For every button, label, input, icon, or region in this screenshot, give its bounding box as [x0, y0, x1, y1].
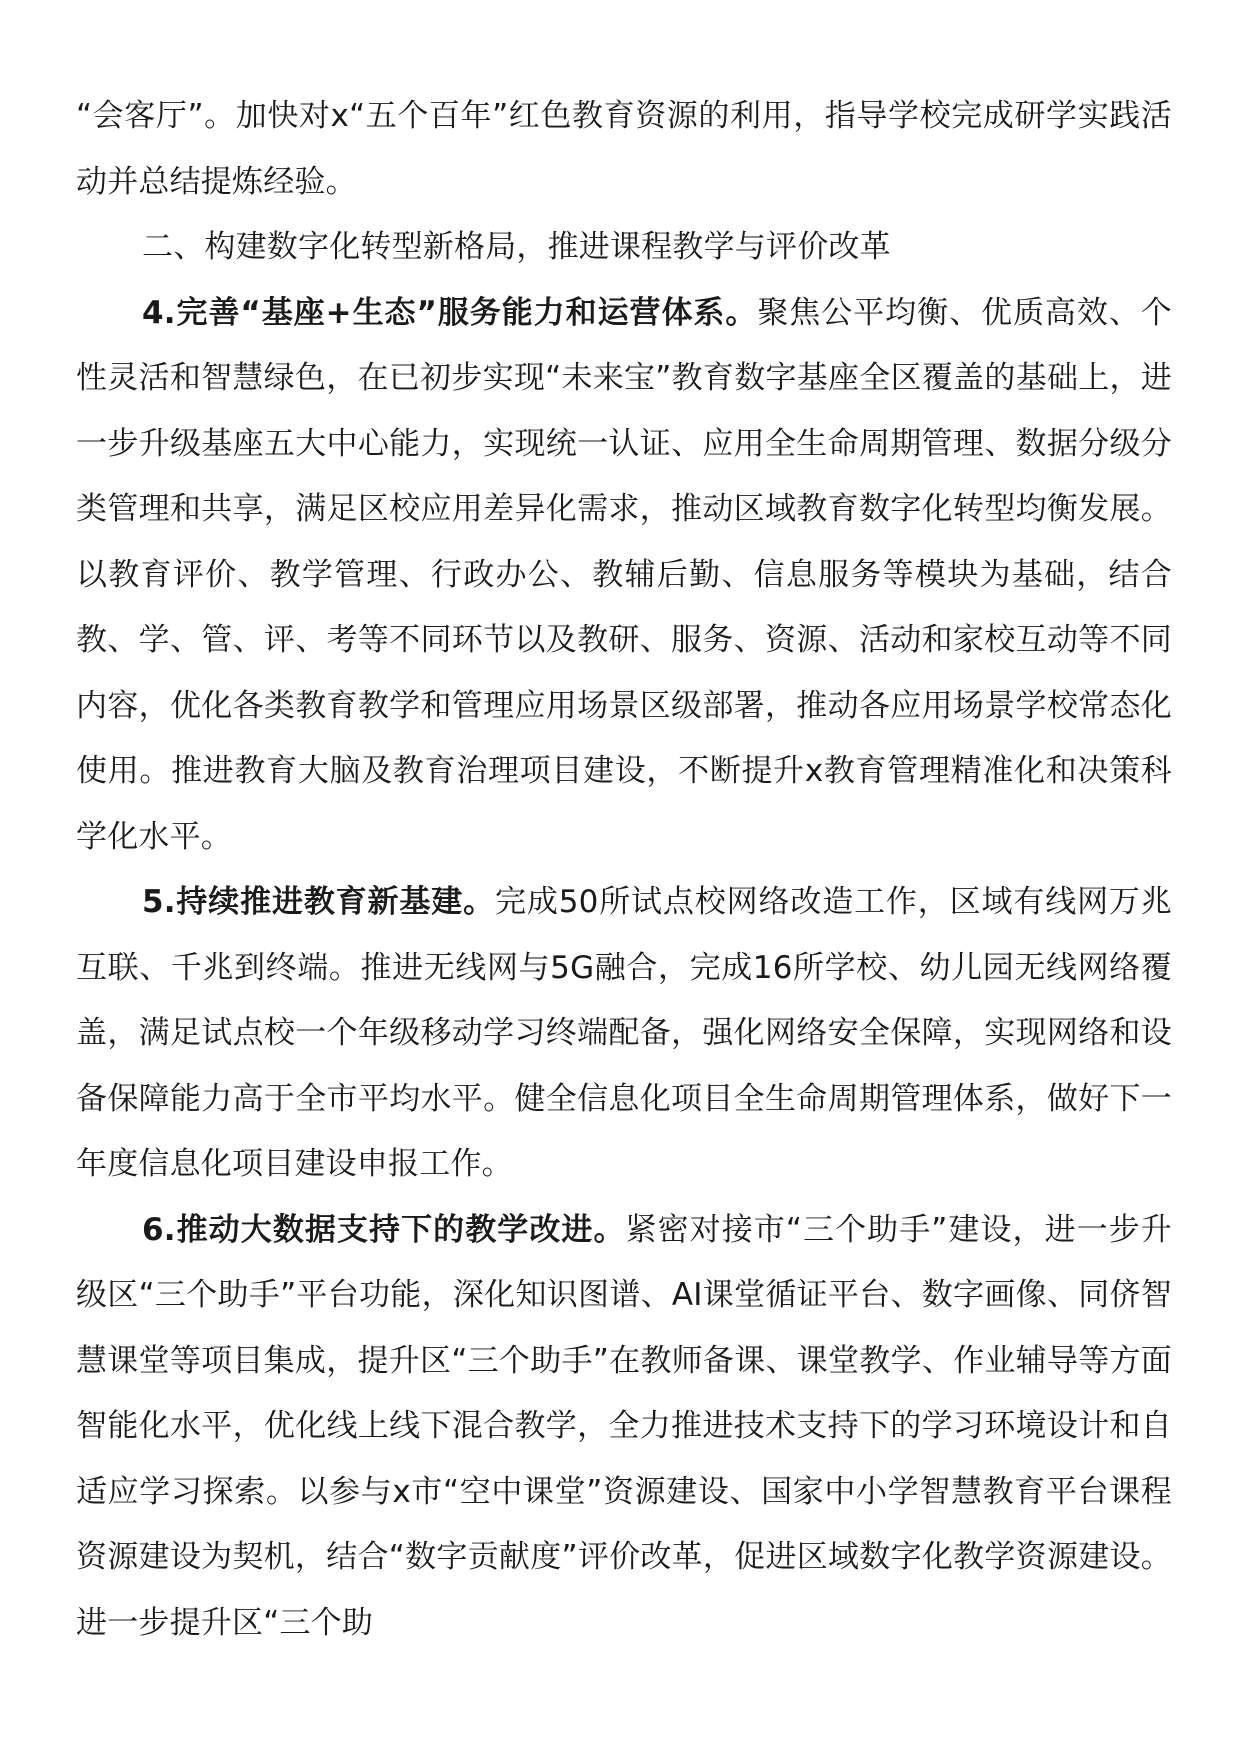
item-6-lead: 6.推动大数据支持下的教学改进。 — [142, 1211, 626, 1248]
paragraph-item-5 — [76, 870, 1172, 1198]
paragraph-item-4 — [76, 281, 1172, 871]
item-5-lead: 5.持续推进教育新基建。 — [142, 884, 495, 920]
item-6-text: 紧密对接市“三个助手”建设，进一步升级区“三个助手”平台功能，深化知识图谱、AI课堂循证平台、数字画像、同侪智慧课堂等项目集成，提升区“三个助手”在教师备课、课堂教学、作业辅导等方面智能化水平，优化线上线下混合教学，全力推进技术支持下的学习环境设计和自适应学习探索。以参与x市“空中课堂”资源建设、国家中小学智慧教育平台课程资源建设为契机，结合“数字贡献度”评价改革，促进区域数字化教学资源建设。进一步提升区“三个助 — [76, 1211, 1172, 1641]
item-5-text: 完成50所试点校网络改造工作，区域有线网万兆互联、千兆到终端。推进无线网与5G融合，完成16所学校、幼儿园无线网络覆盖，满足试点校一个年级移动学习终端配备，强化网络安全保障，实现网络和设备保障能力高于全市平均水平。健全信息化项目全生命周期管理体系，做好下一年度信息化项目建设申报工作。 — [76, 884, 1172, 1182]
document-page — [76, 84, 1172, 1656]
paragraph-item-6 — [76, 1198, 1172, 1657]
paragraph-continuation: “会客厅”。加快对x“五个百年”红色教育资源的利用，指导学校完成研学实践活动并总结提炼经验。 — [76, 98, 1172, 200]
item-4-text: 聚焦公平均衡、优质高效、个性灵活和智慧绿色，在已初步实现“未来宝”教育数字基座全区覆盖的基础上，进一步升级基座五大中心能力，实现统一认证、应用全生命周期管理、数据分级分类管理和共享，满足区校应用差异化需求，推动区域教育数字化转型均衡发展。以教育评价、教学管理、行政办公、教辅后勤、信息服务等模块为基础，结合教、学、管、评、考等不同环节以及教研、服务、资源、活动和家校互动等不同内容，优化各类教育教学和管理应用场景区级部署，推动各应用场景学校常态化使用。推进教育大脑及教育治理项目建设，不断提升x教育管理精准化和决策科学化水平。 — [76, 294, 1172, 855]
item-4-lead: 4.完善“基座+生态”服务能力和运营体系。 — [142, 294, 758, 331]
section-heading: 二、构建数字化转型新格局，推进课程教学与评价改革 — [142, 229, 891, 265]
